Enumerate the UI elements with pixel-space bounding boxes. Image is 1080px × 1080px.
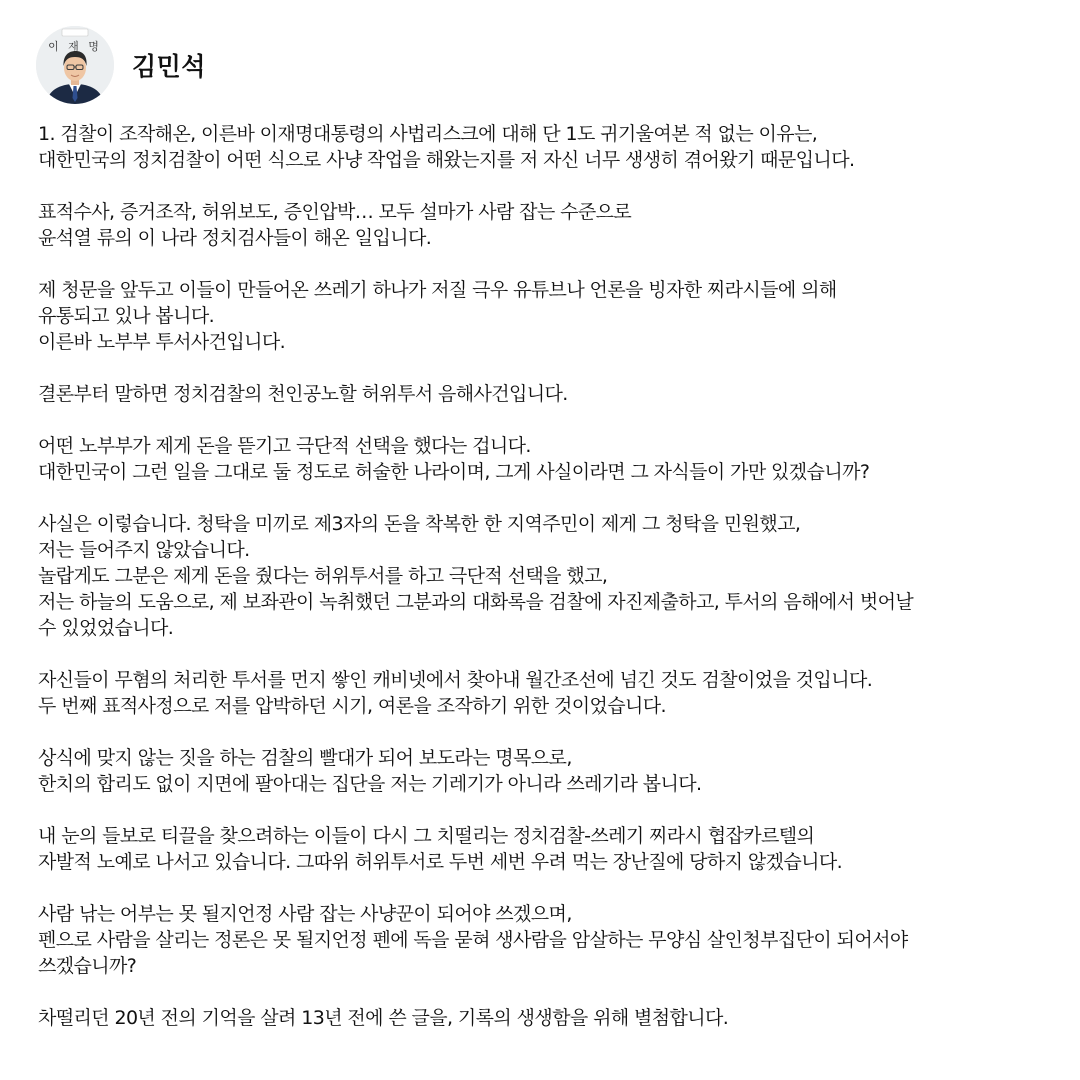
post-line: 수 있었었습니다. [38, 617, 174, 639]
author-name[interactable]: 김민석 [132, 52, 206, 81]
post-line: 대한민국이 그런 일을 그대로 둘 정도로 허술한 나라이며, 그게 사실이라면 그 자식들이 가만 있겠습니까? [38, 461, 870, 483]
post-paragraph [38, 199, 1068, 251]
avatar-name-label: 이 재 명 [48, 40, 102, 53]
post-paragraph [38, 433, 1068, 485]
avatar[interactable] [36, 26, 114, 104]
post-paragraph [38, 667, 1068, 719]
post-line: 대한민국의 정치검찰이 어떤 식으로 사냥 작업을 해왔는지를 저 자신 너무 생생히 겪어왔기 때문입니다. [38, 149, 855, 171]
post-line: 윤석열 류의 이 나라 정치검사들이 해온 일입니다. [38, 227, 432, 249]
post-paragraph [38, 511, 1068, 641]
post-paragraph [38, 745, 1068, 797]
post-line: 사람 낚는 어부는 못 될지언정 사람 잡는 사냥꾼이 되어야 쓰겠으며, [38, 903, 572, 925]
post-paragraph [38, 1005, 1068, 1031]
post-line: 놀랍게도 그분은 제게 돈을 줬다는 허위투서를 하고 극단적 선택을 했고, [38, 565, 608, 587]
post-paragraph [38, 381, 1068, 407]
post-line: 내 눈의 들보로 티끌을 찾으려하는 이들이 다시 그 치떨리는 정치검찰-쓰레기 찌라시 협잡카르텔의 [38, 825, 815, 847]
post-paragraph [38, 277, 1068, 355]
post-line: 저는 하늘의 도움으로, 제 보좌관이 녹취했던 그분과의 대화록을 검찰에 자진제출하고, 투서의 음해에서 벗어날 [38, 591, 914, 613]
post-paragraph [38, 901, 1068, 979]
post-line: 두 번째 표적사정으로 저를 압박하던 시기, 여론을 조작하기 위한 것이었습니다. [38, 695, 666, 717]
post-line: 사실은 이렇습니다. 청탁을 미끼로 제3자의 돈을 착복한 한 지역주민이 제게 그 청탁을 민원했고, [38, 513, 801, 535]
post-line: 유통되고 있나 봅니다. [38, 305, 215, 327]
post-line: 상식에 맞지 않는 짓을 하는 검찰의 빨대가 되어 보도라는 명목으로, [38, 747, 572, 769]
post-line: 어떤 노부부가 제게 돈을 뜯기고 극단적 선택을 했다는 겁니다. [38, 435, 531, 457]
post-line: 쓰겠습니까? [38, 955, 137, 977]
post-line: 이른바 노부부 투서사건입니다. [38, 331, 286, 353]
post-line: 차떨리던 20년 전의 기억을 살려 13년 전에 쓴 글을, 기록의 생생함을 위해 별첨합니다. [38, 1007, 729, 1029]
post-paragraph [38, 823, 1068, 875]
post-line: 제 청문을 앞두고 이들이 만들어온 쓰레기 하나가 저질 극우 유튜브나 언론을 빙자한 찌라시들에 의해 [38, 279, 837, 301]
post-line: 1. 검찰이 조작해온, 이른바 이재명대통령의 사법리스크에 대해 단 1도 귀기울여본 적 없는 이유는, [38, 123, 818, 145]
post-line: 표적수사, 증거조작, 허위보도, 증인압박… 모두 설마가 사람 잡는 수준으로 [38, 201, 632, 223]
post-line: 결론부터 말하면 정치검찰의 천인공노할 허위투서 음해사건입니다. [38, 383, 568, 405]
post-line: 펜으로 사람을 살리는 정론은 못 될지언정 펜에 독을 묻혀 생사람을 암살하는 무양심 살인청부집단이 되어서야 [38, 929, 908, 951]
post-body [38, 121, 1068, 1057]
post-line: 자발적 노예로 나서고 있습니다. 그따위 허위투서로 두번 세번 우려 먹는 장난질에 당하지 않겠습니다. [38, 851, 843, 873]
post-header [36, 24, 206, 106]
post-line: 저는 들어주지 않았습니다. [38, 539, 250, 561]
post-paragraph [38, 121, 1068, 173]
post-line: 자신들이 무혐의 처리한 투서를 먼지 쌓인 캐비넷에서 찾아내 월간조선에 넘긴 것도 검찰이었을 것입니다. [38, 669, 873, 691]
post-line: 한치의 합리도 없이 지면에 팔아대는 집단을 저는 기레기가 아니라 쓰레기라 봅니다. [38, 773, 702, 795]
